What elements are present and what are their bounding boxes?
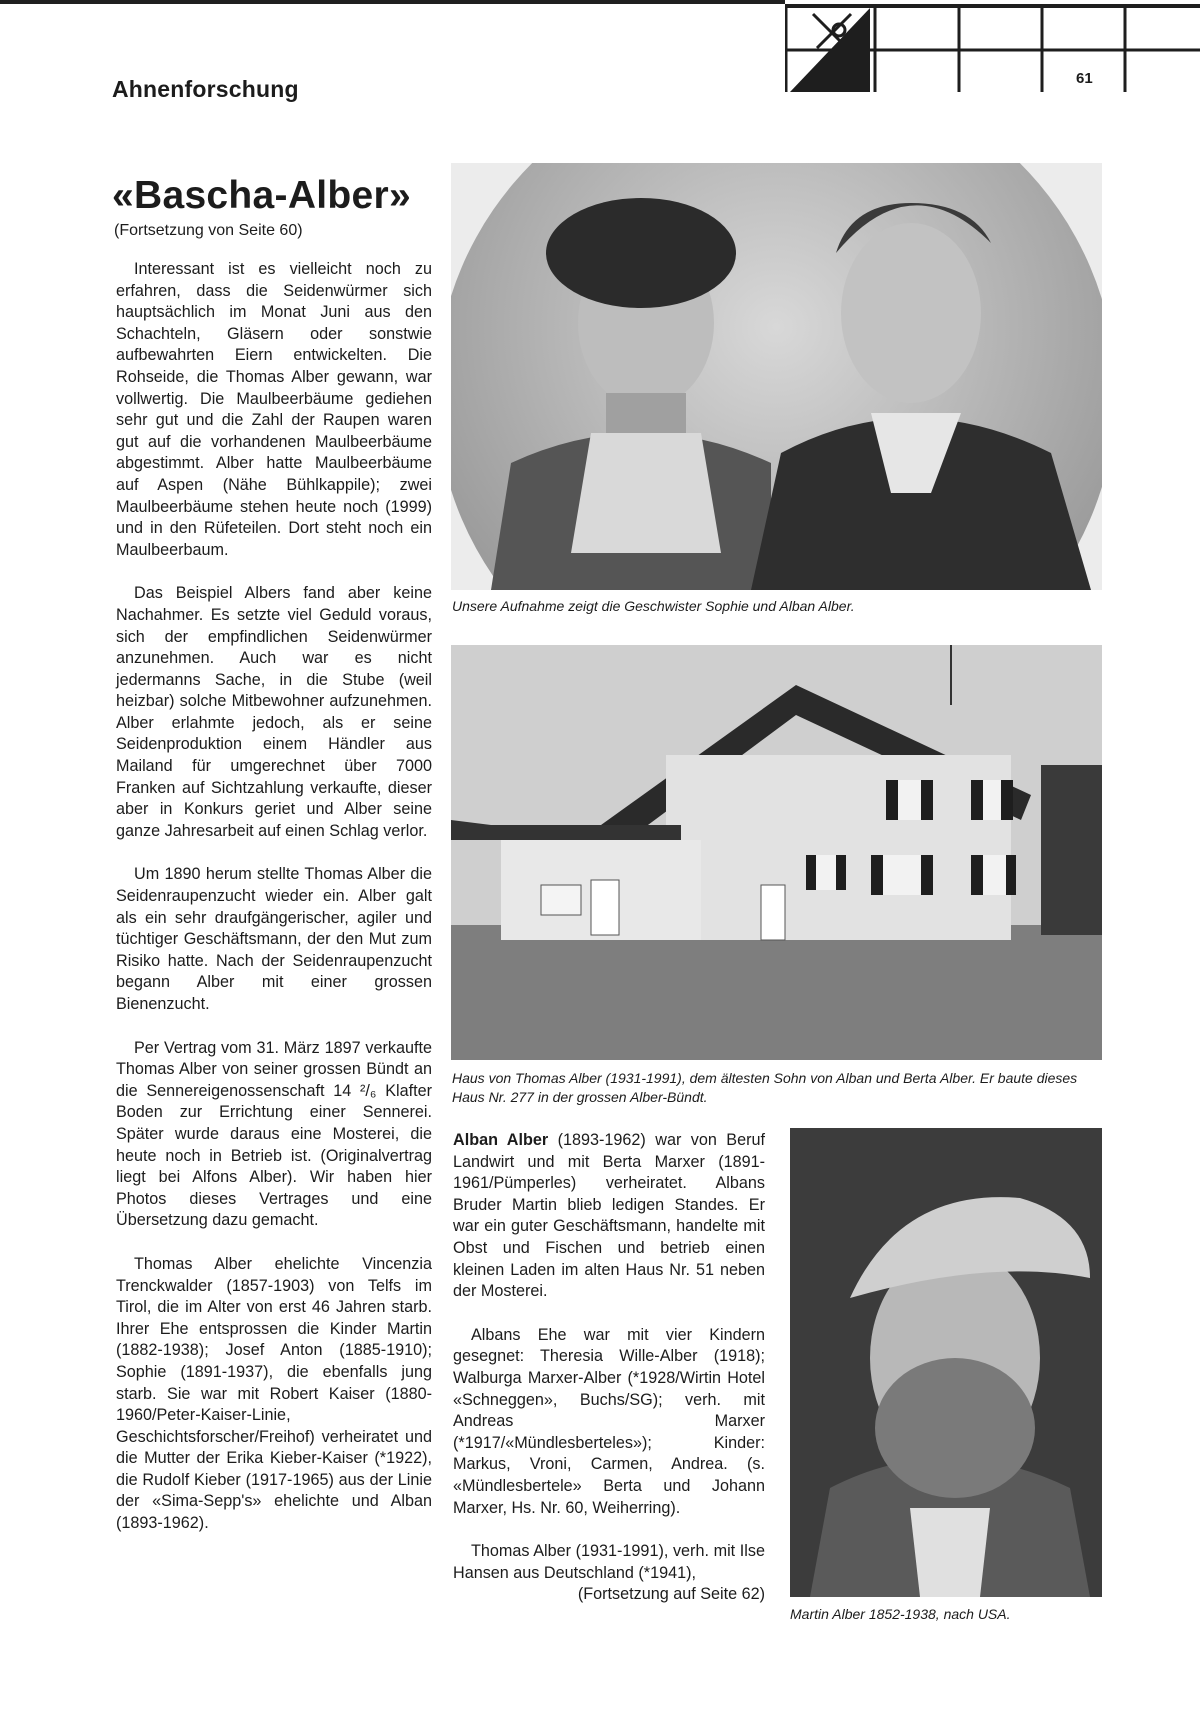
house-photo: [451, 645, 1102, 1060]
header-emblem-grid: [785, 0, 1200, 92]
page-number: 61: [1076, 70, 1093, 87]
paragraph: Um 1890 herum stellte Thomas Alber die Seidenraupenzucht wieder ein. Alber galt als ein sehr draufgängerischer, agiler und tüchtiger Geschäftsmann, der den Mut zum Risiko hatte. Nach der Seidenraupenzucht begann Alber mit einer grossen Bienenzucht.: [116, 865, 432, 1013]
paragraph: Interessant ist es vielleicht noch zu erfahren, dass die Seidenwürmer sich hauptsächlich im Monat Juni aus den Schachteln, Gläsern oder sonstwie aufbewahrten Eiern entwickelten. Die Rohseide, die Thomas Alber gewann, war vollwertig. Die Maulbeerbäume gediehen sehr gut und die Zahl der Raupen waren gut auf die vorhandenen Maulbeerbäume abgestimmt. Alber hatte Maulbeerbäume auf Aspen (Nähe Bühlkappile); zwei Maulbeerbäume stehen heute noch (1999) und in den Rüfeteilen. Dort steht noch ein Maulbeerbaum.: [116, 260, 432, 559]
right-column-text: [453, 1130, 765, 1606]
paragraph: Albans Ehe war mit vier Kindern gesegnet: Theresia Wille-Alber (1918); Walburga Marxer-Alber (*1928/Wirtin Hotel «Schneggen», Buchs/SG); verh. mit Andreas Marxer (*1917/«Mündlesberteles»); Kinder: Markus, Vroni, Carmen, Andrea. (s. «Mündlesbertele» Berta und Johann Marxer, Hs. Nr. 60, Weiherring).: [453, 1325, 765, 1517]
section-title: Ahnenforschung: [112, 76, 299, 102]
siblings-photo: [451, 163, 1102, 590]
house-photo-caption: Haus von Thomas Alber (1931-1991), dem ältesten Sohn von Alban und Berta Alber. Er baute dieses Haus Nr. 277 in der grossen Alber-Bündt.: [452, 1070, 1078, 1105]
paragraph: Thomas Alber ehelichte Vincenzia Trenckwalder (1857-1903) von Telfs im Tirol, die im Alter von erst 46 Jahren starb. Ihrer Ehe entsprossen die Kinder Martin (1882-1938); Josef Anton (1885-1910); Sophie (1891-1937), die ebenfalls jung starb. Sie war mit Robert Kaiser (1880-1960/Peter-Kaiser-Linie, Geschichtsforscher/Freihof) verheiratet und die Mutter der Erika Kieber-Kaiser (*1922), die Rudolf Kieber (1917-1965) aus der Linie der «Sima-Sepp's» ehelichte und Alban (1893-1962).: [116, 1254, 432, 1533]
left-column-text: [116, 259, 432, 1535]
portrait-photo-caption: Martin Alber 1852-1938, nach USA.: [790, 1606, 1011, 1622]
paragraph-text: (1893-1962) war von Beruf Landwirt und mit Berta Marxer (1891-1961/Pümperles) verheiratet. Albans Bruder Martin blieb ledigen Standes. Er war ein guter Geschäftsmann, handelte mit Obst und Fischen und betrieb einen kleinen Laden im alten Haus Nr. 51 neben der Mosterei.: [453, 1131, 765, 1301]
bold-name: Alban Alber: [453, 1131, 549, 1149]
siblings-photo-caption: Unsere Aufnahme zeigt die Geschwister Sophie und Alban Alber.: [452, 598, 855, 614]
paragraph: Das Beispiel Albers fand aber keine Nachahmer. Es setzte viel Geduld voraus, sich der empfindlichen Seidenwürmer anzunehmen. Auch war es nicht jedermanns Sache, in die Stube (weil heizbar) solche Mitbewohner aufzunehmen. Alber erlahmte jedoch, als er seine Seidenproduktion einem Händler aus Mailand für umgerechnet über 7000 Franken auf Sichtzahlung verkaufte, dieser aber in Konkurs geriet und Alber seine ganze Jahresarbeit auf einen Schlag verlor.: [116, 584, 432, 840]
paragraph: Per Vertrag vom 31. März 1897 verkaufte Thomas Alber von seiner grossen Bündt an die Sennereigenossenschaft 14 ²/₆ Klafter Boden zur Errichtung einer Sennerei. Später wurde daraus eine Mosterei, die heute noch in Betrieb ist. (Originalvertrag liegt bei Alfons Alber). Wir haben hier Photos dieses Vertrages und eine Übersetzung dazu gemacht.: [116, 1038, 432, 1230]
paragraph: [453, 1130, 765, 1303]
article-title: «Bascha-Alber»: [112, 174, 412, 217]
paragraph: Thomas Alber (1931-1991), verh. mit Ilse Hansen aus Deutschland (*1941),: [453, 1542, 765, 1582]
portrait-photo: [790, 1128, 1102, 1597]
article-subtitle: (Fortsetzung von Seite 60): [114, 222, 303, 239]
continued-note: (Fortsetzung auf Seite 62): [577, 1585, 765, 1604]
